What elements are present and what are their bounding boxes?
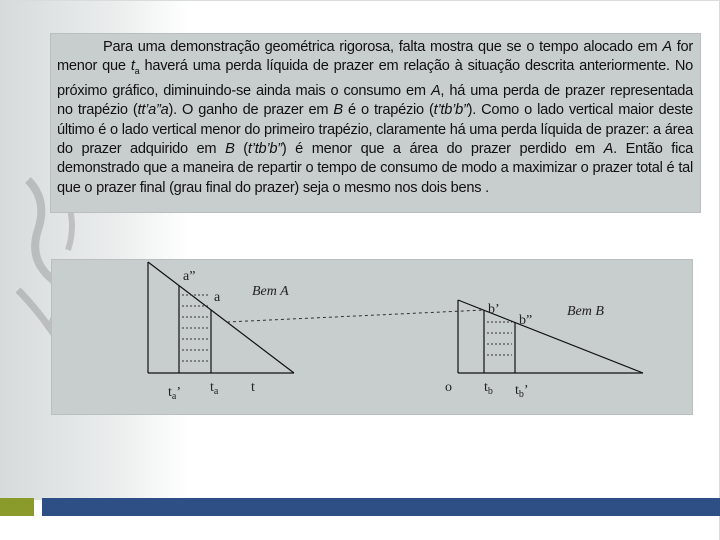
bem-b-dotted-fill	[487, 322, 512, 355]
label-a-double-prime: a”	[183, 269, 196, 284]
footer-accent-square	[0, 498, 34, 516]
explanation-text-box	[50, 33, 701, 213]
bem-a-curve	[148, 262, 294, 373]
diagram-svg	[52, 260, 694, 416]
label-b-double-prime: b”	[519, 313, 533, 328]
footer-bar	[42, 498, 720, 516]
label-ta-prime: $t_a$’	[168, 385, 182, 402]
label-bem-a: Bem A	[252, 284, 289, 299]
label-bem-b: Bem B	[567, 304, 604, 319]
label-t: t	[251, 380, 255, 395]
label-b-prime: b’	[488, 302, 500, 317]
label-o: o	[445, 380, 452, 395]
frame-top	[0, 0, 720, 1]
pleasure-diagram	[51, 259, 693, 415]
equality-dashed-line	[227, 310, 484, 322]
label-a: a	[214, 290, 221, 305]
label-ta: $t_a$	[210, 380, 219, 397]
label-tb-prime: $t_b$’	[515, 383, 529, 400]
bem-b-curve	[458, 300, 643, 373]
label-tb: $t_b$	[484, 380, 493, 397]
explanation-paragraph: Para uma demonstração geométrica rigorosa, falta mostra que se o tempo alocado em A for menor que $t_a$ haverá uma perda líquida de prazer em relação à situação descrita anteriormente. No próximo gráfico, diminuindo-se ainda mais o consumo em A, há uma perda de prazer representada no trapézio (tt’a”a). O ganho de prazer em B é o trapézio (t’tb’b”). Como o lado vertical maior deste último é o lado vertical menor do primeiro trapézio, claramente há uma perda líquida de prazer: a área do prazer adquirido em B (t’tb’b”) é menor que a área do prazer perdido em A. Então fica demonstrado que a maneira de repartir o tempo de consumo de modo a maximizar o prazer total é tal que o prazer final (grau final do prazer) seja o mesmo nos dois bens .	[57, 39, 694, 196]
